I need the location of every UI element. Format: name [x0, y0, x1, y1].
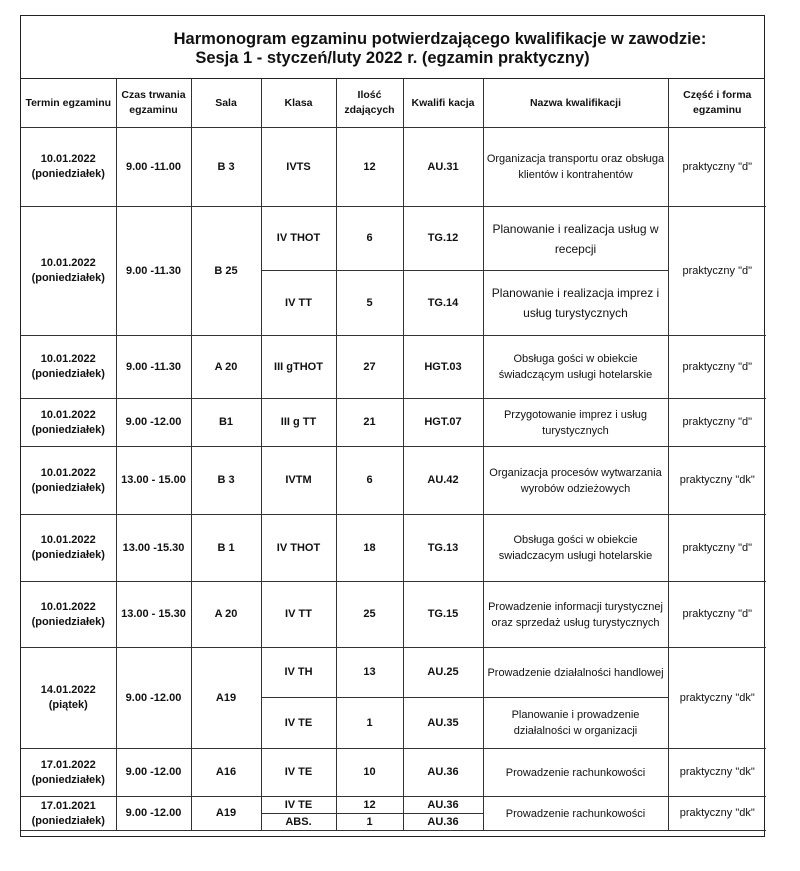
exam-date: 10.01.2022 — [40, 600, 96, 613]
exam-date: 10.01.2022 — [40, 408, 96, 421]
exam-room: B 3 — [191, 447, 261, 515]
qualification-name: Organizacja procesów wytwarzania wyrobów odzieżowych — [483, 447, 668, 515]
exam-room: B 1 — [191, 515, 261, 582]
table-row — [21, 128, 766, 207]
exam-room: A 20 — [191, 336, 261, 399]
exam-room: A16 — [191, 749, 261, 797]
exam-form: praktyczny "dk" — [668, 749, 766, 797]
exam-day: (poniedziałek) — [31, 549, 105, 561]
qualification-code: AU.36 — [403, 749, 483, 797]
exam-day: (poniedziałek) — [31, 368, 105, 380]
exam-room: B 25 — [191, 207, 261, 336]
exam-room: B1 — [191, 399, 261, 447]
title-box — [21, 16, 764, 79]
document-subtitle: Sesja 1 - styczeń/luty 2022 r. (egzamin praktyczny) — [195, 49, 590, 67]
qualification-name: Prowadzenie rachunkowości — [483, 749, 668, 797]
exam-class: ABS. — [261, 814, 336, 831]
exam-time: 9.00 -11.00 — [116, 128, 191, 207]
exam-date-cell — [21, 207, 116, 336]
exam-day: (poniedziałek) — [31, 814, 105, 827]
qualification-code: TG.14 — [403, 271, 483, 336]
exam-form: praktyczny "d" — [668, 399, 766, 447]
exam-date-cell — [21, 336, 116, 399]
header-qualification-name: Nazwa kwalifikacji — [483, 79, 668, 128]
exam-time: 9.00 -11.30 — [116, 207, 191, 336]
qualification-code: AU.25 — [403, 648, 483, 698]
exam-date-cell — [21, 447, 116, 515]
exam-time: 9.00 -12.00 — [116, 399, 191, 447]
exam-count: 27 — [336, 336, 403, 399]
exam-form: praktyczny "d" — [668, 336, 766, 399]
exam-date: 10.01.2022 — [40, 353, 96, 365]
exam-time: 13.00 - 15.00 — [116, 447, 191, 515]
header-qualification: Kwalifi kacja — [403, 79, 483, 128]
exam-date-cell — [21, 648, 116, 749]
exam-form: praktyczny "dk" — [668, 648, 766, 749]
exam-class: III g TT — [261, 399, 336, 447]
qualification-name: Planowanie i prowadzenie działalności w organizacji — [483, 698, 668, 749]
table-row — [21, 207, 766, 271]
exam-class: IV TE — [261, 698, 336, 749]
exam-count: 25 — [336, 582, 403, 648]
exam-count: 12 — [336, 797, 403, 814]
exam-count: 6 — [336, 447, 403, 515]
table-row — [21, 336, 766, 399]
qualification-name: Przygotowanie imprez i usług turystycznych — [483, 399, 668, 447]
exam-count: 6 — [336, 207, 403, 271]
exam-class: IV THOT — [261, 207, 336, 271]
exam-time: 9.00 -12.00 — [116, 797, 191, 831]
exam-form: praktyczny "d" — [668, 582, 766, 648]
header-date: Termin egzaminu — [21, 79, 116, 128]
exam-time: 9.00 -11.30 — [116, 336, 191, 399]
exam-count: 1 — [336, 814, 403, 831]
exam-class: IV TT — [261, 582, 336, 648]
document-title: Harmonogram egzaminu potwierdzającego kwalifikacje w zawodzie: — [173, 30, 707, 48]
exam-room: A19 — [191, 648, 261, 749]
exam-date-cell — [21, 515, 116, 582]
table-row — [21, 797, 766, 814]
exam-room: B 3 — [191, 128, 261, 207]
table-row — [21, 515, 766, 582]
qualification-code: HGT.03 — [403, 336, 483, 399]
exam-class: IVTS — [261, 128, 336, 207]
qualification-code: AU.36 — [403, 797, 483, 814]
qualification-code: AU.35 — [403, 698, 483, 749]
qualification-name: Obsługa gości w obiekcie swiadczacym usługi hotelarskie — [483, 515, 668, 582]
qualification-name: Planowanie i realizacja usług w recepcji — [483, 207, 668, 271]
table-row — [21, 447, 766, 515]
exam-class: IV THOT — [261, 515, 336, 582]
exam-day: (poniedziałek) — [31, 481, 105, 494]
header-count: Ilość zdających — [336, 79, 403, 128]
exam-form: praktyczny "d" — [668, 128, 766, 207]
exam-date-cell — [21, 749, 116, 797]
qualification-name: Planowanie i realizacja imprez i usług turystycznych — [483, 271, 668, 336]
exam-date: 17.01.2021 — [40, 799, 96, 812]
exam-count: 10 — [336, 749, 403, 797]
exam-count: 12 — [336, 128, 403, 207]
header-row — [21, 79, 766, 128]
exam-date-cell — [21, 582, 116, 648]
exam-date: 10.01.2022 — [40, 534, 96, 546]
exam-room: A 20 — [191, 582, 261, 648]
qualification-code: AU.31 — [403, 128, 483, 207]
table-row — [21, 648, 766, 698]
header-class: Klasa — [261, 79, 336, 128]
qualification-name: Prowadzenie informacji turystycznej oraz sprzedaż usług turystycznych — [483, 582, 668, 648]
exam-class: IV TE — [261, 749, 336, 797]
exam-day: (poniedziałek) — [31, 773, 105, 786]
exam-date-cell — [21, 399, 116, 447]
qualification-code: AU.42 — [403, 447, 483, 515]
qualification-code: TG.12 — [403, 207, 483, 271]
qualification-code: HGT.07 — [403, 399, 483, 447]
exam-day: (poniedziałek) — [31, 168, 105, 180]
header-exam-form: Część i forma egzaminu — [668, 79, 766, 128]
table-row — [21, 582, 766, 648]
exam-date: 10.01.2022 — [40, 257, 96, 269]
table-row — [21, 749, 766, 797]
exam-date: 10.01.2022 — [40, 153, 96, 165]
exam-date: 10.01.2022 — [40, 466, 96, 479]
exam-day: (piątek) — [48, 699, 88, 711]
exam-class: IV TH — [261, 648, 336, 698]
qualification-code: TG.15 — [403, 582, 483, 648]
exam-class: III gTHOT — [261, 336, 336, 399]
schedule-document — [20, 15, 765, 837]
qualification-name: Prowadzenie działalności handlowej — [483, 648, 668, 698]
exam-count: 18 — [336, 515, 403, 582]
exam-day: (poniedziałek) — [31, 615, 105, 628]
exam-date-cell — [21, 797, 116, 831]
exam-date-cell — [21, 128, 116, 207]
exam-count: 1 — [336, 698, 403, 749]
exam-form: praktyczny "dk" — [668, 447, 766, 515]
exam-form: praktyczny "dk" — [668, 797, 766, 831]
exam-class: IVTM — [261, 447, 336, 515]
exam-date: 17.01.2022 — [40, 758, 96, 771]
exam-room: A19 — [191, 797, 261, 831]
qualification-code: TG.13 — [403, 515, 483, 582]
exam-day: (poniedziałek) — [31, 423, 105, 436]
exam-schedule-table — [21, 79, 766, 831]
exam-time: 9.00 -12.00 — [116, 749, 191, 797]
header-room: Sala — [191, 79, 261, 128]
exam-time: 13.00 -15.30 — [116, 515, 191, 582]
qualification-code: AU.36 — [403, 814, 483, 831]
table-row — [21, 399, 766, 447]
exam-count: 5 — [336, 271, 403, 336]
exam-count: 21 — [336, 399, 403, 447]
qualification-name: Organizacja transportu oraz obsługa klientów i kontrahentów — [483, 128, 668, 207]
exam-time: 9.00 -12.00 — [116, 648, 191, 749]
qualification-name: Prowadzenie rachunkowości — [483, 797, 668, 831]
exam-class: IV TT — [261, 271, 336, 336]
exam-count: 13 — [336, 648, 403, 698]
exam-class: IV TE — [261, 797, 336, 814]
qualification-name: Obsługa gości w obiekcie świadczącym usługi hotelarskie — [483, 336, 668, 399]
exam-date: 14.01.2022 — [40, 684, 96, 696]
exam-form: praktyczny "d" — [668, 207, 766, 336]
exam-time: 13.00 - 15.30 — [116, 582, 191, 648]
header-duration: Czas trwania egzaminu — [116, 79, 191, 128]
exam-day: (poniedziałek) — [31, 272, 105, 284]
exam-form: praktyczny "d" — [668, 515, 766, 582]
